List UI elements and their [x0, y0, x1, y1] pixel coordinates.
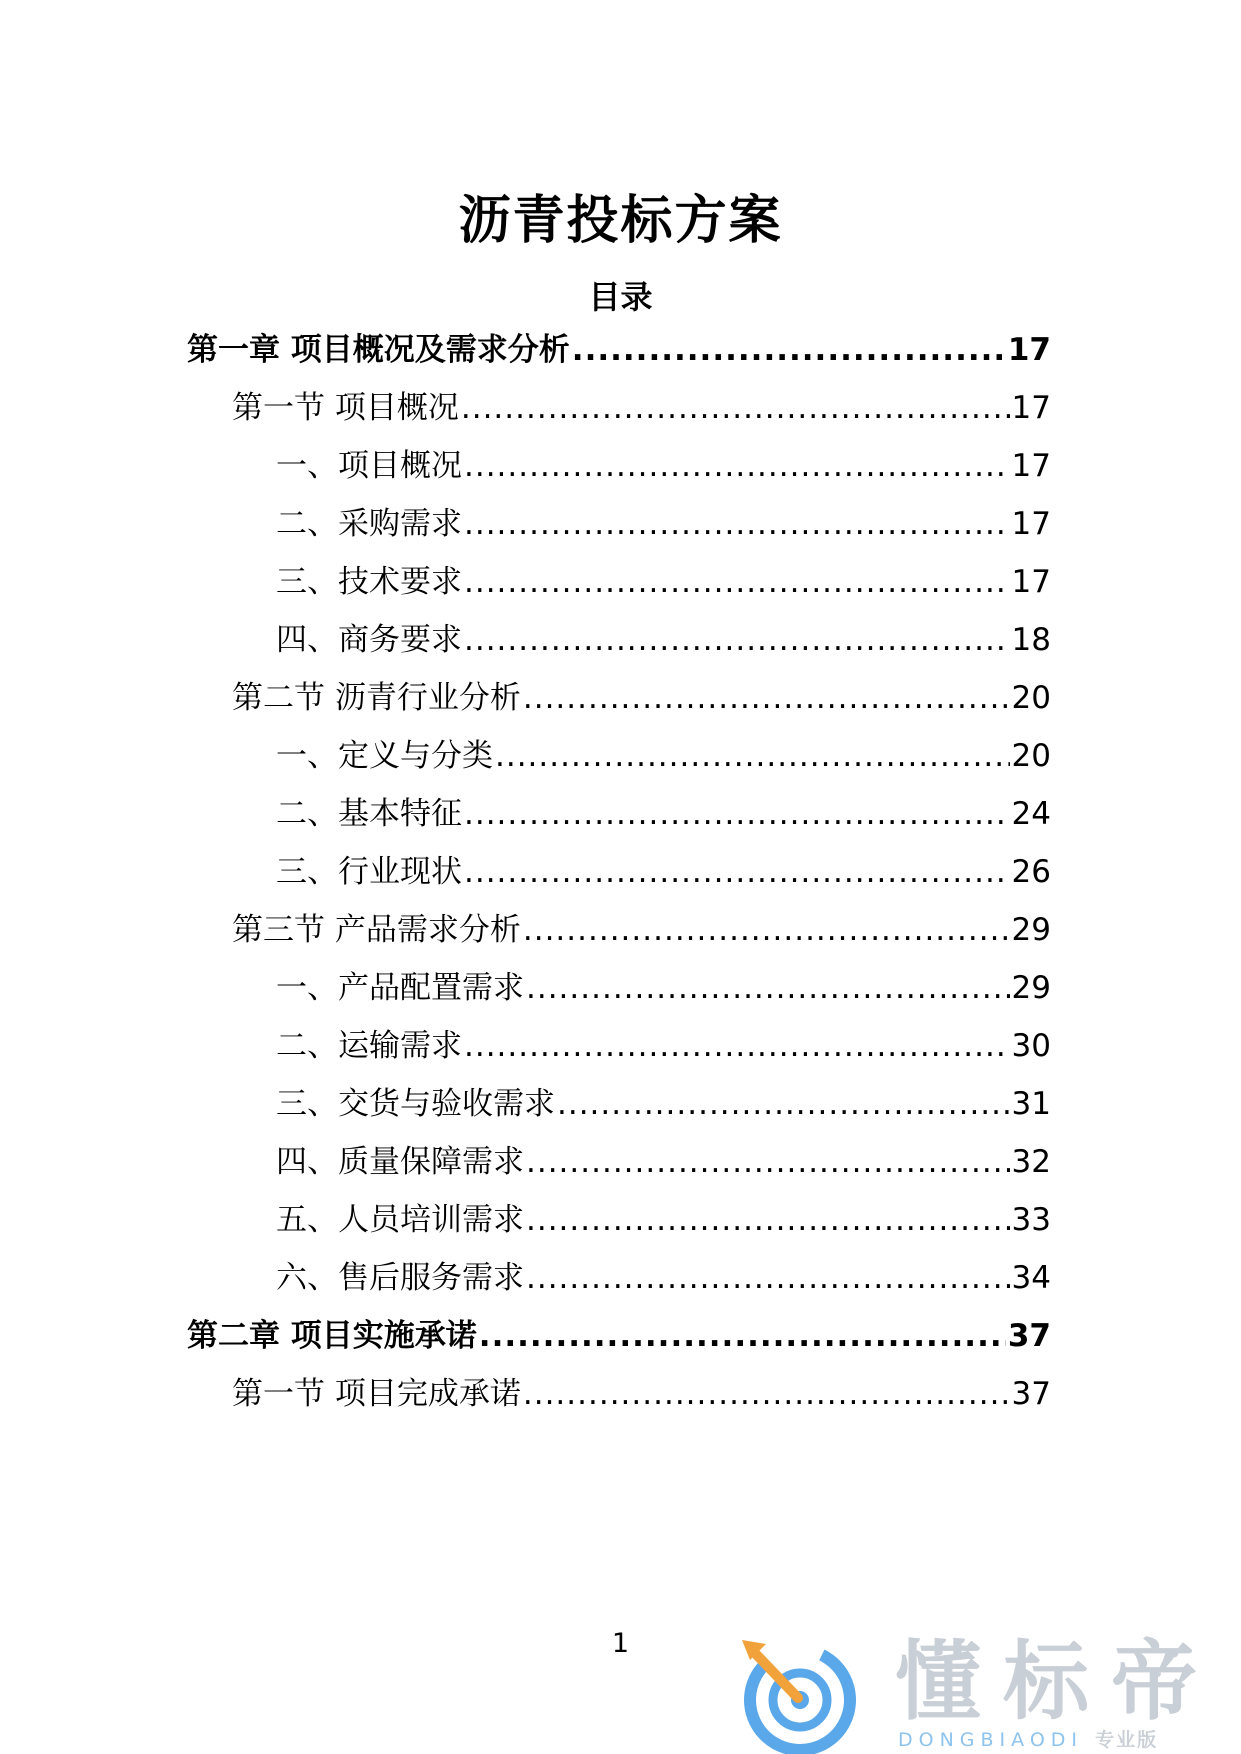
toc-entry[interactable]: [276, 966, 1051, 1010]
toc-leader-dots: [464, 560, 1010, 604]
toc-entry[interactable]: [276, 1082, 1051, 1126]
toc-leader-dots: [461, 386, 1010, 430]
toc-entry[interactable]: [232, 386, 1051, 430]
toc-entry[interactable]: [232, 908, 1051, 952]
toc-entry-page: 24: [1011, 796, 1051, 832]
toc-entry-page: 31: [1011, 1086, 1051, 1122]
toc-entry-label: 第一节 项目完成承诺: [232, 1376, 521, 1412]
toc-entry-label: 二、基本特征: [276, 796, 462, 832]
toc-leader-dots: [526, 1256, 1010, 1300]
toc-leader-dots: [464, 618, 1010, 662]
toc-entry-page: 37: [1011, 1376, 1051, 1412]
toc-leader-dots: [523, 908, 1010, 952]
toc-entry[interactable]: [276, 1140, 1051, 1184]
toc-entry-label: 第一节 项目概况: [232, 390, 459, 426]
toc-entry-label: 第二节 沥青行业分析: [232, 680, 521, 716]
toc-entry[interactable]: [276, 850, 1051, 894]
watermark-subtitle-latin: DONGBIAODI: [898, 1729, 1084, 1751]
toc-entry-label: 第二章 项目实施承诺: [187, 1318, 477, 1354]
toc-entry-label: 二、采购需求: [276, 506, 462, 542]
toc-entry[interactable]: [276, 1198, 1051, 1242]
toc-entry-page: 17: [1011, 448, 1051, 484]
toc-leader-dots: [495, 734, 1010, 778]
document-title: 沥青投标方案: [458, 191, 783, 251]
toc-entry-page: 17: [1011, 564, 1051, 600]
toc-entry-page: 17: [1007, 332, 1051, 368]
toc-leader-dots: [526, 1140, 1010, 1184]
toc-entry-page: 29: [1011, 970, 1051, 1006]
toc-entry[interactable]: [276, 1024, 1051, 1068]
toc-entry-page: 20: [1011, 738, 1051, 774]
toc-entry-label: 五、人员培训需求: [276, 1202, 524, 1238]
toc-leader-dots: [479, 1314, 1006, 1358]
toc-entry-label: 三、交货与验收需求: [276, 1086, 555, 1122]
toc-entry-page: 17: [1011, 506, 1051, 542]
toc-entry-label: 一、定义与分类: [276, 738, 493, 774]
toc-leader-dots: [464, 792, 1010, 836]
watermark-brand: 懂标帝: [895, 1632, 1219, 1732]
toc-entry-label: 六、售后服务需求: [276, 1260, 524, 1296]
toc-entry-page: 37: [1007, 1318, 1051, 1354]
toc-entry[interactable]: [276, 734, 1051, 778]
toc-entry[interactable]: [276, 1256, 1051, 1300]
toc-leader-dots: [526, 1198, 1010, 1242]
toc-entry-page: 18: [1011, 622, 1051, 658]
toc-leader-dots: [557, 1082, 1010, 1126]
toc-entry-page: 29: [1011, 912, 1051, 948]
toc-leader-dots: [464, 850, 1010, 894]
toc-entry[interactable]: [276, 560, 1051, 604]
watermark-subtitle: [898, 1728, 1158, 1752]
toc-entry-page: 20: [1011, 680, 1051, 716]
toc-entry[interactable]: [232, 676, 1051, 720]
toc-entry-label: 第三节 产品需求分析: [232, 912, 521, 948]
toc-entry-label: 三、行业现状: [276, 854, 462, 890]
toc-entry-label: 一、产品配置需求: [276, 970, 524, 1006]
toc-entry[interactable]: [276, 444, 1051, 488]
toc-leader-dots: [526, 966, 1010, 1010]
toc-leader-dots: [523, 1372, 1010, 1416]
toc-heading: 目录: [588, 278, 653, 316]
toc-entry-label: 三、技术要求: [276, 564, 462, 600]
toc-entry-label: 第一章 项目概况及需求分析: [187, 332, 570, 368]
watermark-subtitle-cn: 专业版: [1095, 1729, 1159, 1751]
toc-entry[interactable]: [276, 792, 1051, 836]
toc-entry-label: 二、运输需求: [276, 1028, 462, 1064]
toc-entry-label: 四、质量保障需求: [276, 1144, 524, 1180]
toc-leader-dots: [572, 328, 1006, 372]
target-arrow-icon: [740, 1630, 870, 1754]
toc-entry-page: 34: [1011, 1260, 1051, 1296]
page-number: 1: [611, 1628, 630, 1659]
toc-entry-page: 30: [1011, 1028, 1051, 1064]
toc-entry[interactable]: [276, 618, 1051, 662]
toc-entry-page: 33: [1011, 1202, 1051, 1238]
toc-entry[interactable]: [187, 328, 1051, 372]
watermark: [740, 1630, 1240, 1754]
toc-leader-dots: [464, 444, 1010, 488]
toc-entry-page: 17: [1011, 390, 1051, 426]
toc-entry[interactable]: [187, 1314, 1051, 1358]
toc-entry[interactable]: [232, 1372, 1051, 1416]
toc-entry-label: 四、商务要求: [276, 622, 462, 658]
toc-entry-page: 32: [1011, 1144, 1051, 1180]
toc-entry[interactable]: [276, 502, 1051, 546]
toc-leader-dots: [464, 502, 1010, 546]
toc-leader-dots: [523, 676, 1010, 720]
toc-leader-dots: [464, 1024, 1010, 1068]
toc-entry-page: 26: [1011, 854, 1051, 890]
toc-entry-label: 一、项目概况: [276, 448, 462, 484]
